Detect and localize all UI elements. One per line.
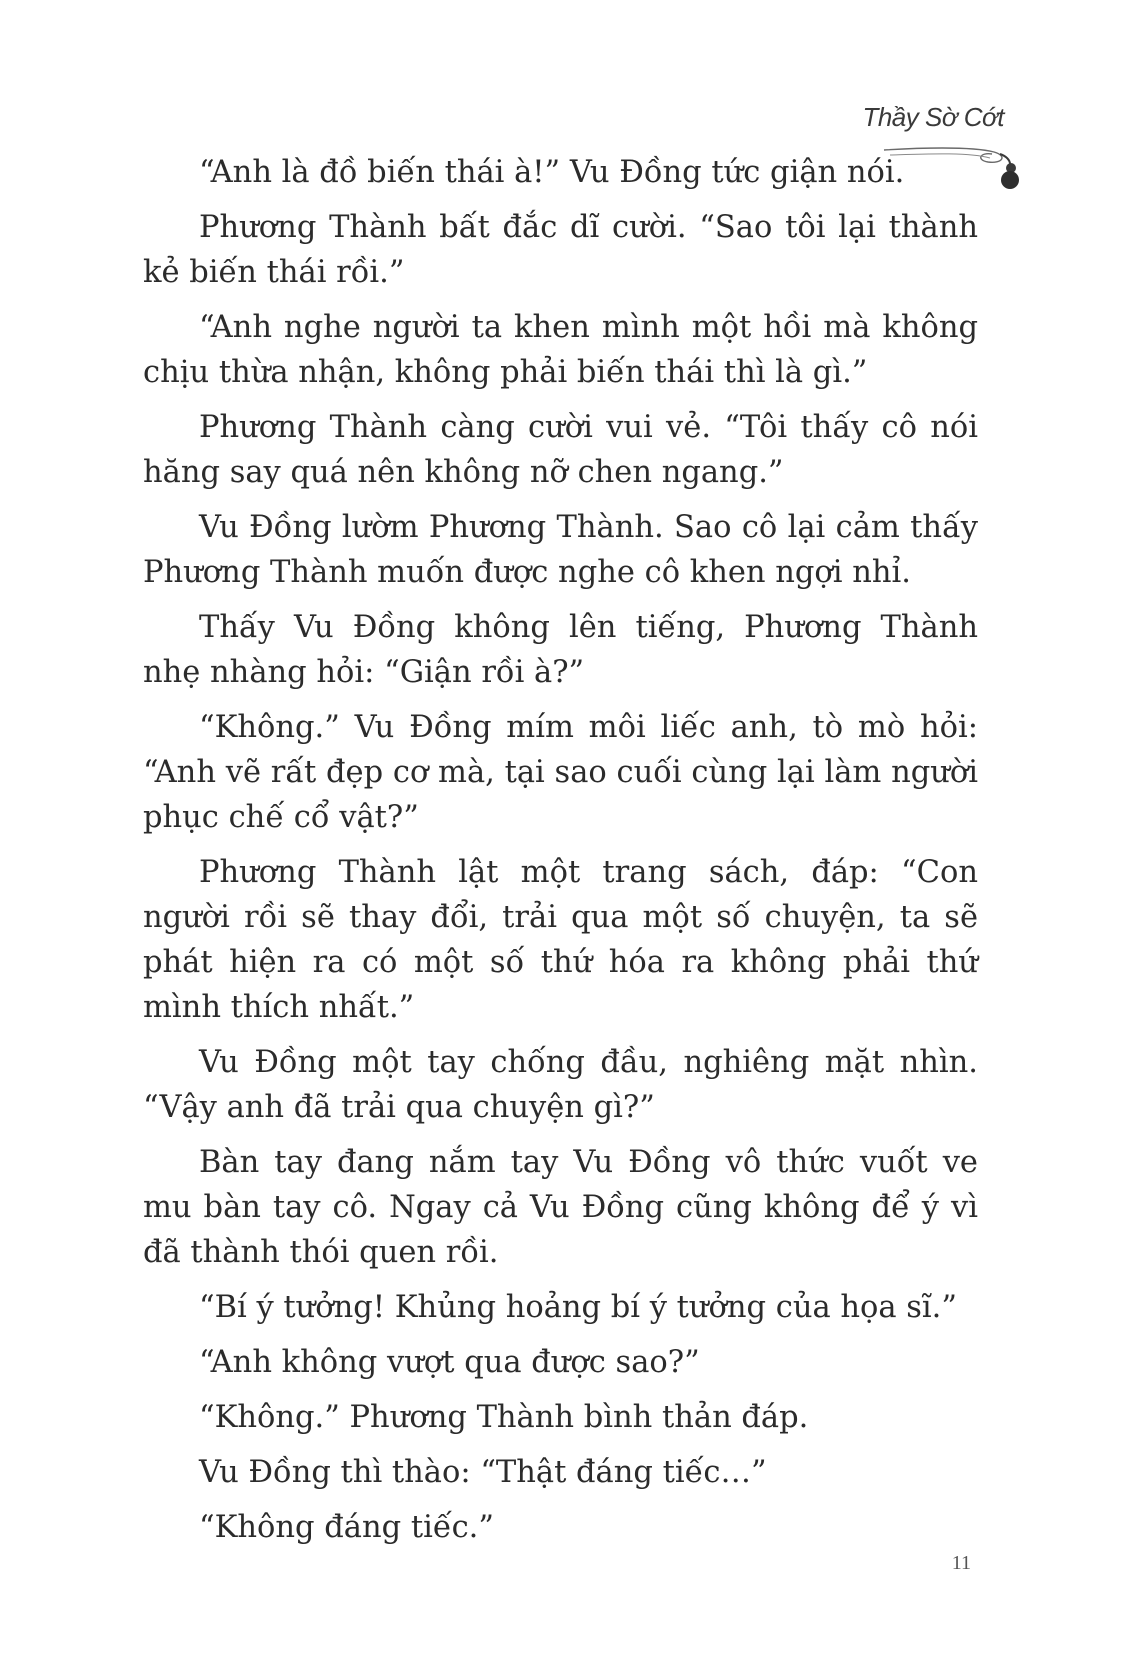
paragraph: “Không.” Phương Thành bình thản đáp. <box>199 1400 809 1435</box>
paragraph: “Bí ý tưởng! Khủng hoảng bí ý tưởng của họa sĩ.” <box>199 1290 957 1325</box>
paragraph: Phương Thành lật một trang sách, đáp: “Con người rồi sẽ thay đổi, trải qua một số chuyện, ta sẽ phát hiện ra có một số thứ hóa ra không phải thứ mình thích nhất.” <box>143 855 978 1025</box>
paragraph: Vu Đồng thì thào: “Thật đáng tiếc…” <box>199 1455 767 1490</box>
paragraph: “Anh không vượt qua được sao?” <box>199 1345 700 1380</box>
paragraph: “Không đáng tiếc.” <box>199 1510 494 1545</box>
paragraph: “Anh là đồ biến thái à!” Vu Đồng tức giận nói. <box>199 155 905 190</box>
paragraph: Bàn tay đang nắm tay Vu Đồng vô thức vuốt ve mu bàn tay cô. Ngay cả Vu Đồng cũng không để ý vì đã thành thói quen rồi. <box>143 1145 978 1270</box>
paragraph: Vu Đồng một tay chống đầu, nghiêng mặt nhìn. “Vậy anh đã trải qua chuyện gì?” <box>143 1045 978 1125</box>
book-title: Thầy Sờ Cớt <box>862 102 1004 132</box>
paragraph: Phương Thành bất đắc dĩ cười. “Sao tôi lại thành kẻ biến thái rồi.” <box>143 210 978 290</box>
paragraph: Thấy Vu Đồng không lên tiếng, Phương Thành nhẹ nhàng hỏi: “Giận rồi à?” <box>143 610 978 690</box>
paragraph: Phương Thành càng cười vui vẻ. “Tôi thấy cô nói hăng say quá nên không nỡ chen ngang.” <box>143 410 978 490</box>
paragraph: “Không.” Vu Đồng mím môi liếc anh, tò mò hỏi: “Anh vẽ rất đẹp cơ mà, tại sao cuối cùng lại làm người phục chế cổ vật?” <box>143 710 978 835</box>
paragraph: “Anh nghe người ta khen mình một hồi mà không chịu thừa nhận, không phải biến thái thì là gì.” <box>143 310 978 390</box>
paragraph: Vu Đồng lườm Phương Thành. Sao cô lại cảm thấy Phương Thành muốn được nghe cô khen ngợi nhỉ. <box>143 510 978 590</box>
page-number: 11 <box>951 1552 971 1574</box>
chapter-text <box>143 150 978 1560</box>
